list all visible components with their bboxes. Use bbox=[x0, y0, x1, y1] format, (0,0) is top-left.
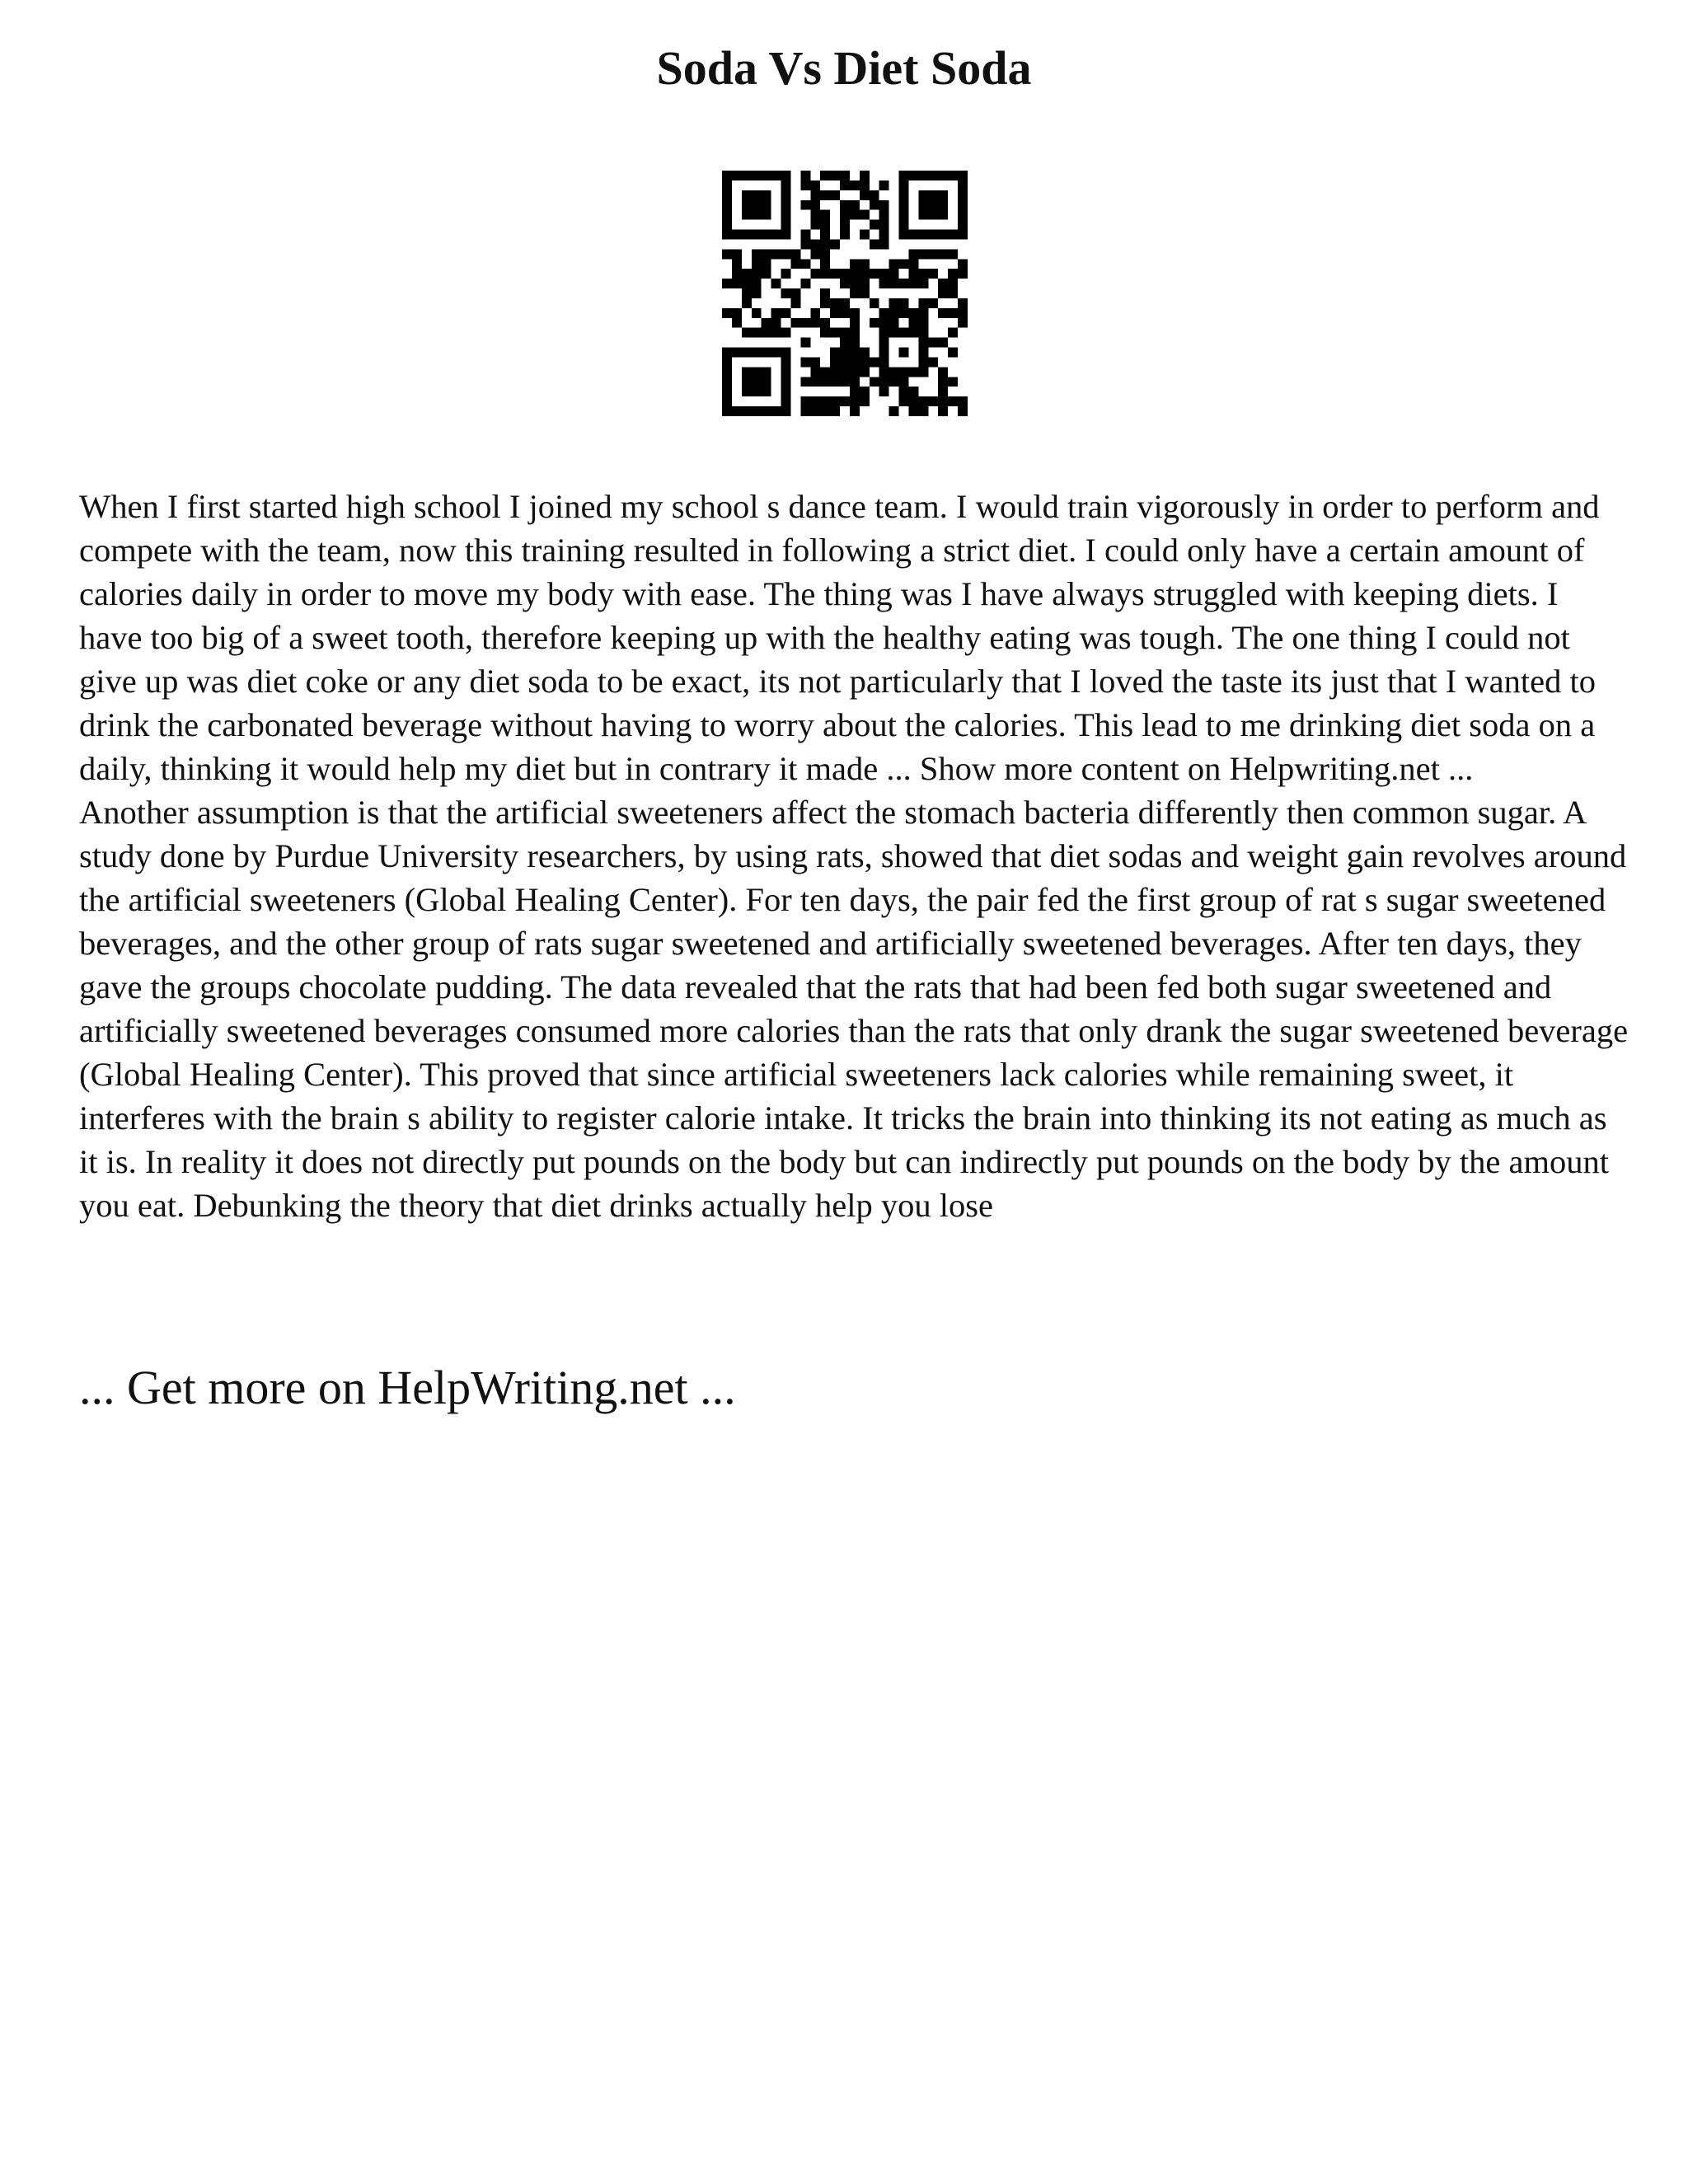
qr-code-icon bbox=[722, 171, 968, 416]
get-more-link[interactable]: ... Get more on HelpWriting.net ... bbox=[79, 1361, 736, 1414]
essay-paragraph-2: Another assumption is that the artificial sweeteners affect the stomach bacteria differently then common sugar. A study done by Purdue University researchers, by using rats, showed that diet sodas and weight gain revolves around the artificial sweeteners (Global Healing Center). For ten days, the pair fed the first group of rat s sugar sweetened beverages, and the other group of rats sugar sweetened and artificially sweetened beverages. After ten days, they gave the groups chocolate pudding. The data revealed that the rats that had been fed both sugar sweetened and artificially sweetened beverages consumed more calories than the rats that only drank the sugar sweetened beverage (Global Healing Center). This proved that since artificial sweeteners lack calories while remaining sweet, it interferes with the brain s ability to register calorie intake. It tricks the brain into thinking its not eating as much as it is. In reality it does not directly put pounds on the body but can indirectly put pounds on the body by the amount you eat. Debunking the theory that diet drinks actually help you lose bbox=[79, 794, 1629, 1224]
page-title: Soda Vs Diet Soda bbox=[656, 41, 1032, 95]
essay-paragraph-1: When I first started high school I joined my school s dance team. I would train vigorously in order to perform and compete with the team, now this training resulted in following a strict diet. I could only have a certain amount of calories daily in order to move my body with ease. The thing was I have always struggled with keeping diets. I have too big of a sweet tooth, therefore keeping up with the healthy eating was tough. The one thing I could not give up was diet coke or any diet soda to be exact, its not particularly that I loved the taste its just that I wanted to drink the carbonated beverage without having to worry about the calories. This lead to me drinking diet soda on a daily, thinking it would help my diet but in contrary it made ... Show more content on Helpwriting.net ... bbox=[79, 488, 1600, 787]
essay-body bbox=[79, 485, 1629, 1227]
